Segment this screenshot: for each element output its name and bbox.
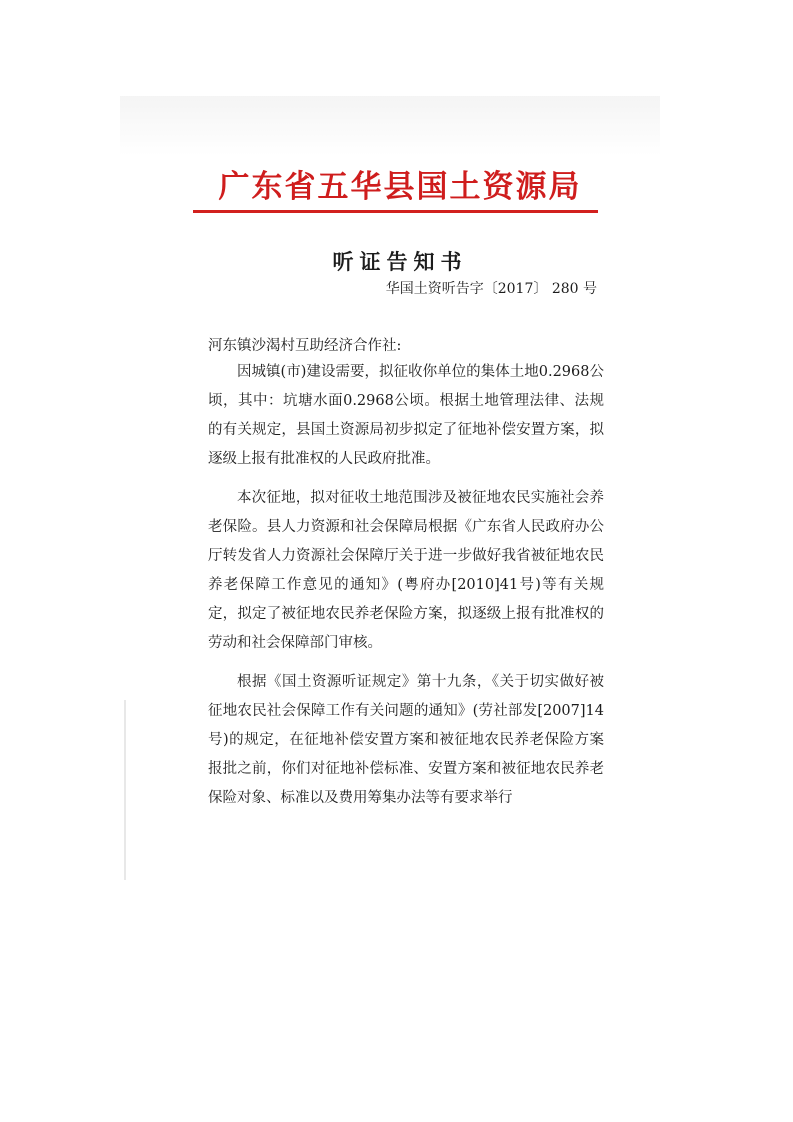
document-number: 华国土资听告字〔2017〕 280 号 — [385, 281, 597, 297]
document-title: 听证告知书 — [332, 249, 468, 274]
paragraph: 根据《国土资源听证规定》第十九条，《关于切实做好被征地农民社会保障工作有关问题的通知》(劳社部发[2007]14号)的规定，在征地补偿安置方案和被征地农民养老保险方案报批之前，你们对征地补偿标准、安置方案和被征地农民养老保险对象、标准以及费用筹集办法等有要求举行 — [208, 674, 604, 806]
paragraph: 因城镇(市)建设需要，拟征收你单位的集体土地0.2968公顷，其中：坑塘水面0.2968公顷。根据土地管理法律、法规的有关规定，县国土资源局初步拟定了征地补偿安置方案，拟逐级上报有批准权的人民政府批准。 — [208, 364, 604, 467]
letterhead-org-name: 广东省五华县国土资源局 — [218, 169, 582, 205]
letterhead-red-rule — [193, 210, 598, 213]
scan-edge — [124, 700, 126, 880]
paragraph: 本次征地，拟对征收土地范围涉及被征地农民实施社会养老保险。县人力资源和社会保障局根据《广东省人民政府办公厅转发省人力资源社会保障厅关于进一步做好我省被征地农民养老保障工作意见的通知》(粤府办[2010]41号)等有关规定，拟定了被征地农民养老保险方案，拟逐级上报有批准权的劳动和社会保障部门审核。 — [208, 490, 604, 651]
scan-shadow — [120, 96, 660, 156]
addressee: 河东镇沙渴村互助经济合作社: — [208, 338, 402, 354]
document-body — [208, 358, 604, 823]
